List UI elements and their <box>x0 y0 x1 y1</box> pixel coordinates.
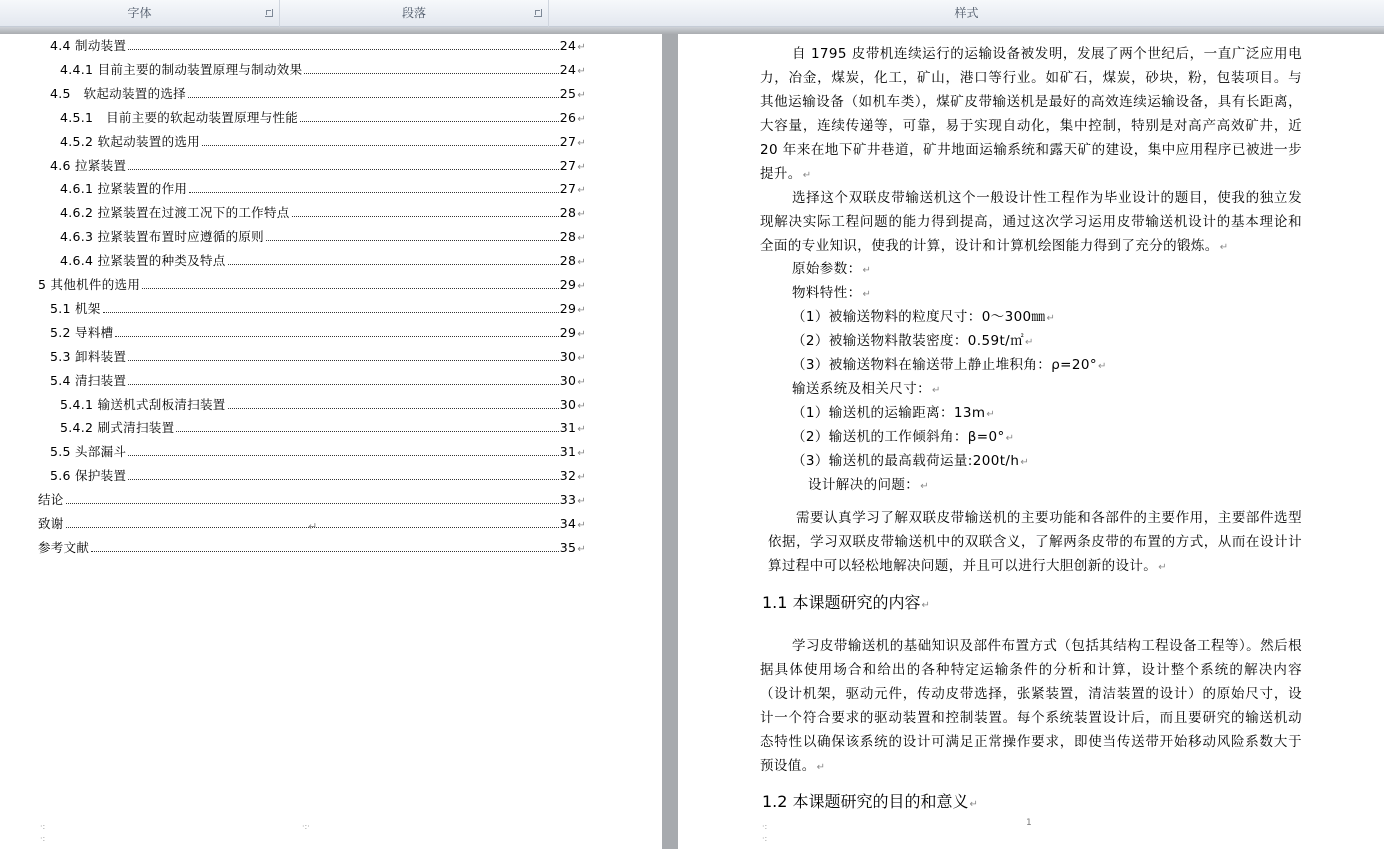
toc-entry-title: 5.4.2 刷式清扫装置 <box>60 420 175 436</box>
toc-entry-page: 31 <box>559 444 577 460</box>
toc-entry-title: 5.1 机架 <box>50 300 101 316</box>
toc-entry[interactable] <box>50 323 586 343</box>
toc-leader <box>142 288 559 289</box>
ribbon-group-font-label: 字体 <box>127 6 152 20</box>
ribbon-group-paragraph <box>280 0 549 27</box>
toc-entry[interactable] <box>60 179 586 199</box>
body-paragraph-purpose: 选择这个双联皮带输送机这个一般设计性工程作为毕业设计的题目，使我的独立发现解决实际工程问题的能力得到提高，通过这次学习运用皮带输送机设计的基本理论和全面的专业知识，使我的计算，设计和计算机绘图能力得到了充分的锻炼。↵ <box>760 190 1302 254</box>
paragraph-mark-icon: ↵ <box>577 304 586 316</box>
toc-entry[interactable] <box>60 108 586 128</box>
toc-leader <box>128 384 559 385</box>
toc-entry-title: 致谢 <box>38 516 64 531</box>
margin-mark-icon: ·:· <box>302 822 310 831</box>
param-line: （3）被输送物料在输送带上静止堆积角：ρ=20°↵ <box>792 357 1107 373</box>
toc-leader <box>202 145 559 146</box>
toc-entry[interactable] <box>60 132 586 152</box>
paragraph-mark-icon: ↵ <box>577 42 586 53</box>
toc-entry-title: 4.6.4 拉紧装置的种类及特点 <box>60 253 226 269</box>
toc-entry-page: 26 <box>559 109 577 125</box>
toc-entry-page: 28 <box>559 253 577 269</box>
toc-leader <box>292 216 559 217</box>
toc-leader <box>115 336 558 337</box>
ribbon-group-paragraph-label: 段落 <box>401 6 426 20</box>
toc-entry-page: 29 <box>559 300 577 316</box>
toc-entry-title: 5.4.1 输送机式刮板清扫装置 <box>60 396 226 412</box>
toc-leader <box>66 503 559 504</box>
paragraph-mark-icon: ↵ <box>577 257 586 269</box>
toc-entry[interactable] <box>50 156 586 176</box>
toc-entry[interactable] <box>38 538 586 558</box>
paragraph-mark-icon: ↵ <box>577 281 586 292</box>
paragraph-mark-icon: ↵ <box>577 472 586 484</box>
toc-leader <box>91 551 559 552</box>
toc-leader <box>103 312 559 313</box>
page-number: 1 <box>1026 818 1032 828</box>
paragraph-mark-icon: ↵ <box>577 496 586 508</box>
toc-entry[interactable] <box>50 371 586 391</box>
ribbon-group-bar <box>0 0 1384 27</box>
toc-entry[interactable] <box>50 442 586 462</box>
toc-leader <box>176 431 558 432</box>
toc-entry-page: 30 <box>559 396 577 412</box>
body-paragraph-intro: 自 1795 皮带机连续运行的运输设备被发明，发展了两个世纪后，一直广泛应用电力，冶金，煤炭，化工，矿山，港口等行业。如矿石，煤炭，砂块，粉，包装项目。与其他运输设备（如机车类），煤矿皮带输送机是最好的高效连续运输设备，具有长距离，大容量，连续传递等，可靠，易于实现自动化，集中控制，特别是对高产高效矿井，近 20 年来在地下矿井巷道，矿井地面运输系统和露天矿的建设，集中应用程序已被进一步提升。↵ <box>760 46 1302 182</box>
toc-entry-page: 27 <box>559 181 577 197</box>
paragraph-mark-icon: ↵ <box>577 400 586 412</box>
toc-entry[interactable] <box>60 203 586 223</box>
toc-entry-page: 28 <box>559 205 577 221</box>
paragraph-mark-icon: ↵ <box>577 65 586 77</box>
paragraph-mark-icon: ↵ <box>577 543 586 555</box>
toc-entry[interactable] <box>50 347 586 367</box>
page-gap <box>662 34 678 849</box>
toc-entry-title: 4.6.3 拉紧装置布置时应遵循的原则 <box>60 229 264 245</box>
toc-leader <box>228 264 559 265</box>
margin-mark-icon: ·: <box>762 834 768 843</box>
margin-mark-icon: ·: <box>40 834 46 843</box>
toc-entry[interactable] <box>60 227 586 247</box>
toc-entry[interactable] <box>60 418 586 438</box>
toc-entry-title: 5.3 卸料装置 <box>50 348 127 364</box>
param-line: 设计解决的问题：↵ <box>808 477 929 493</box>
toc-entry-title: 5.2 导料槽 <box>50 324 114 340</box>
paragraph-mark-icon: ↵ <box>577 376 586 388</box>
toc-entry-title: 5.6 保护装置 <box>50 468 127 484</box>
toc-leader <box>128 479 559 480</box>
paragraph-mark-icon: ↵ <box>308 520 318 533</box>
paragraph-mark-icon: ↵ <box>577 137 586 149</box>
paragraph-mark-icon: ↵ <box>577 185 586 197</box>
toc-entry[interactable] <box>60 395 586 415</box>
paragraph-dialog-launcher-icon[interactable] <box>534 9 542 17</box>
param-line: 物料特性：↵ <box>792 285 872 301</box>
paragraph-mark-icon: ↵ <box>577 520 586 531</box>
toc-entry-page: 31 <box>559 420 577 436</box>
toc-entry-page: 24 <box>559 61 577 77</box>
toc-entry-page: 34 <box>559 516 577 531</box>
toc-entry[interactable] <box>38 490 586 510</box>
toc-entry[interactable] <box>60 60 586 80</box>
toc-entry-page: 24 <box>559 38 577 53</box>
toc-leader <box>300 121 559 122</box>
paragraph-mark-icon: ↵ <box>577 424 586 436</box>
toc-entry-title: 4.5.1 目前主要的软起动装置原理与性能 <box>60 109 299 125</box>
toc-leader <box>189 192 559 193</box>
toc-entry-page: 27 <box>559 133 577 149</box>
paragraph-mark-icon: ↵ <box>577 448 586 460</box>
toc-entry-page: 32 <box>559 468 577 484</box>
param-line: 输送系统及相关尺寸：↵ <box>792 381 941 397</box>
paragraph-mark-icon: ↵ <box>577 113 586 125</box>
toc-entry-page: 25 <box>559 85 577 101</box>
toc-leader <box>228 408 559 409</box>
param-line: （1）被输送物料的粒度尺寸：0～300㎜↵ <box>792 309 1056 325</box>
ribbon-group-styles <box>549 0 1384 27</box>
toc-leader <box>266 240 559 241</box>
margin-mark-icon: ·: <box>762 822 768 831</box>
toc-entry-page: 28 <box>559 229 577 245</box>
toc-entry[interactable] <box>50 299 586 319</box>
toc-entry-title: 4.4 制动装置 <box>50 38 127 53</box>
section-heading-1-2: 1.2 本课题研究的目的和意义↵ <box>762 792 978 811</box>
ribbon-group-font <box>0 0 280 27</box>
toc-entry[interactable] <box>50 466 586 486</box>
toc-entry-title: 4.4.1 目前主要的制动装置原理与制动效果 <box>60 61 303 77</box>
toc-entry-page: 27 <box>559 157 577 173</box>
toc-leader <box>128 360 559 361</box>
toc-entry-page: 29 <box>559 324 577 340</box>
toc-leader <box>128 169 559 170</box>
toc-entry-title: 4.6 拉紧装置 <box>50 157 127 173</box>
param-line: （2）输送机的工作倾斜角：β=0°↵ <box>792 429 1015 445</box>
toc-leader <box>128 455 559 456</box>
toc-leader <box>188 97 559 98</box>
margin-mark-icon: ·: <box>40 822 46 831</box>
toc-entry-title: 4.6.2 拉紧装置在过渡工况下的工作特点 <box>60 205 290 221</box>
toc-entry-title: 4.5 软起动装置的选择 <box>50 85 186 101</box>
paragraph-mark-icon: ↵ <box>577 89 586 101</box>
toc-entry[interactable] <box>50 36 586 56</box>
toc-entry-title: 4.6.1 拉紧装置的作用 <box>60 181 188 197</box>
toc-entry-title: 参考文献 <box>38 539 90 555</box>
toc-entry-title: 5.4 清扫装置 <box>50 372 127 388</box>
param-line: 原始参数：↵ <box>792 261 872 277</box>
body-paragraph-requirements: 需要认真学习了解双联皮带输送机的主要功能和各部件的主要作用，主要部件选型依据，学习双联皮带输送机中的双联含义，了解两条皮带的布置的方式，从而在设计计算过程中可以轻松地解决问题，并且可以进行大胆创新的设计。↵ <box>768 510 1302 574</box>
ribbon-group-styles-label: 样式 <box>954 6 979 20</box>
toc-entry-title: 5 其他机件的选用 <box>38 277 141 292</box>
toc-entry-page: 30 <box>559 372 577 388</box>
toc-entry[interactable] <box>60 251 586 271</box>
toc-entry-page: 30 <box>559 348 577 364</box>
body-paragraph-content: 学习皮带输送机的基础知识及部件布置方式（包括其结构工程设备工程等）。然后根据具体使用场合和给出的各种特定运输条件的分析和计算，设计整个系统的解决内容（设计机架，驱动元件，传动皮带选择，张紧装置，清洁装置的设计）的原始尺寸，设计一个符合要求的驱动装置和控制装置。每个系统装置设计后，而且要研究的输送机动态特性以确保该系统的设计可满足正常操作要求，即使当传送带开始移动风险系数大于预设值。↵ <box>760 638 1302 774</box>
paragraph-mark-icon: ↵ <box>577 352 586 364</box>
param-line: （2）被输送物料散装密度：0.59t/㎡↵ <box>792 333 1034 349</box>
toc-entry[interactable] <box>38 275 586 295</box>
paragraph-mark-icon: ↵ <box>577 328 586 340</box>
toc-entry[interactable] <box>50 84 586 104</box>
font-dialog-launcher-icon[interactable] <box>265 9 273 17</box>
toc-entry-title: 5.5 头部漏斗 <box>50 444 127 460</box>
toc-leader <box>128 49 559 50</box>
ribbon-shadow <box>0 27 1384 34</box>
paragraph-mark-icon: ↵ <box>577 233 586 245</box>
section-heading-1-1: 1.1 本课题研究的内容↵ <box>762 593 930 612</box>
toc-leader <box>304 73 558 74</box>
paragraph-mark-icon: ↵ <box>577 209 586 221</box>
toc-entry-page: 33 <box>559 492 577 508</box>
param-line: （3）输送机的最高载荷运量:200t/h↵ <box>792 453 1030 469</box>
param-line: （1）输送机的运输距离：13m↵ <box>792 405 996 421</box>
toc-entry-page: 35 <box>559 539 577 555</box>
toc-entry-page: 29 <box>559 277 577 292</box>
toc-entry-title: 结论 <box>38 492 64 508</box>
toc-entry-title: 4.5.2 软起动装置的选用 <box>60 133 200 149</box>
paragraph-mark-icon: ↵ <box>577 161 586 173</box>
